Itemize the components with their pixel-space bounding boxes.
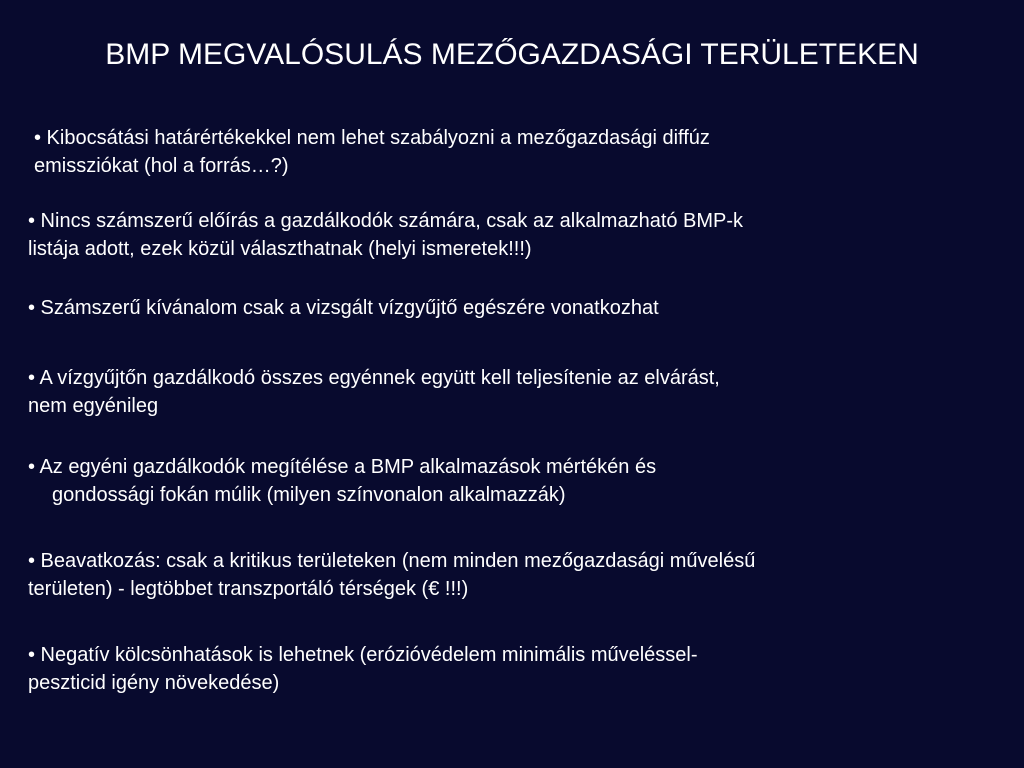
bullet-line: gondossági fokán múlik (milyen színvonalon alkalmazzák): [52, 484, 566, 506]
bullet-line: területen) - legtöbbet transzportáló térségek (€ !!!): [28, 578, 469, 600]
bullet-line: emissziókat (hol a forrás…?): [34, 155, 289, 177]
bullet-critical-areas: [28, 547, 755, 603]
bullet-no-numeric-rule: [28, 207, 743, 263]
bullet-line: • A vízgyűjtőn gazdálkodó összes egyénnek együtt kell teljesítenie az elvárást,: [28, 367, 720, 389]
bullet-line: listája adott, ezek közül választhatnak (helyi ismeretek!!!): [28, 238, 532, 260]
bullet-collective-compliance: [28, 364, 720, 420]
bullet-negative-interactions: [28, 641, 698, 697]
bullet-individual-assessment: [28, 453, 656, 509]
bullet-emission-limits: [34, 124, 710, 180]
bullet-line: • Kibocsátási határértékekkel nem lehet szabályozni a mezőgazdasági diffúz: [34, 127, 710, 149]
bullet-line: nem egyénileg: [28, 395, 159, 417]
slide-title: BMP MEGVALÓSULÁS MEZŐGAZDASÁGI TERÜLETEKEN: [105, 38, 919, 71]
bullet-line: • Beavatkozás: csak a kritikus területeken (nem minden mezőgazdasági művelésű: [28, 550, 756, 572]
bullet-line: • Nincs számszerű előírás a gazdálkodók számára, csak az alkalmazható BMP-k: [28, 210, 744, 232]
bullet-line: peszticid igény növekedése): [28, 672, 280, 694]
bullet-line: • Negatív kölcsönhatások is lehetnek (erózióvédelem minimális műveléssel-: [28, 644, 698, 666]
bullet-line: • Számszerű kívánalom csak a vizsgált vízgyűjtő egészére vonatkozhat: [28, 297, 659, 319]
bullet-line: • Az egyéni gazdálkodók megítélése a BMP alkalmazások mértékén és: [28, 456, 657, 478]
bullet-catchment-requirement: [28, 294, 659, 322]
